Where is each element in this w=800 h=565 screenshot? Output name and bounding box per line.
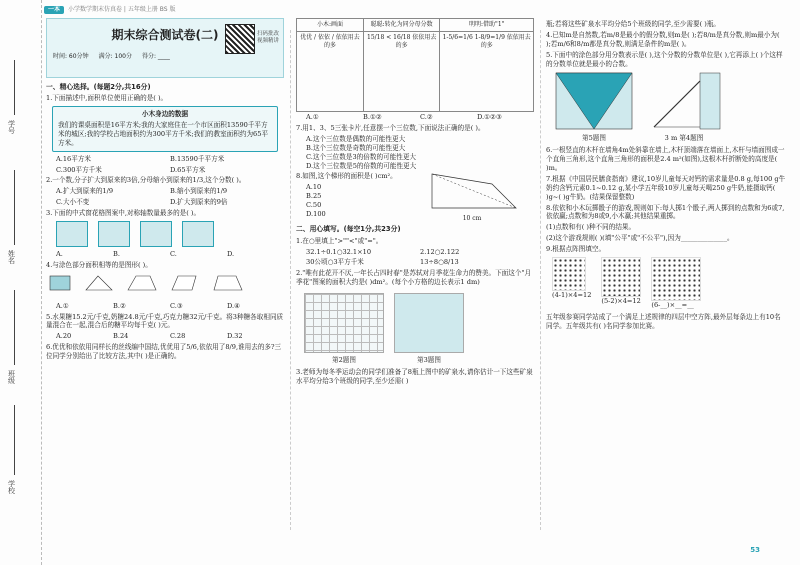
option[interactable]: C. (170, 249, 177, 258)
water-bottles-figure (394, 293, 464, 353)
shaded-shapes-figure (46, 272, 276, 298)
compare-items (306, 248, 534, 268)
question-4: 4.与涂色部分面积相等的是图形( )。 (46, 260, 152, 269)
full-score: 满分: 100分 (98, 53, 132, 61)
fig4-wrap (644, 71, 724, 143)
fill-question-3: 3.老师为每冬季运动会的同学们准备了8瓶上图中的矿泉水,请你估计一下这些矿泉水平均分给3个班级的同学,至少还需( ) (296, 367, 533, 385)
question-3: 3.下面的中式窗花格图案中,对称轴数量最多的是( )。 (46, 209, 201, 218)
dot-array-4 (552, 257, 586, 291)
binding-line (14, 405, 15, 475)
option[interactable]: D.100 (306, 210, 326, 218)
comparison-table (296, 18, 534, 112)
option[interactable]: A.这个三位数是偶数的可能性更大 (306, 134, 406, 143)
figures-4-5 (554, 71, 778, 143)
question-5: 5.水果糖15.2元/千克,奶糖24.8元/千克,巧克力糖32元/千克。将3种糖各取相同质量混合在一起,混合后的糖平均每千克( )元。 (46, 312, 284, 330)
fig-caption (644, 134, 724, 143)
table-cell: 1-5/6=1/6 1-8/9=1/9 依依用去的多 (440, 32, 534, 112)
fill-question-1: 1.在○里填上">""<"或"="。 (296, 236, 383, 245)
section-1-heading: 一、精心选择。(每题2分,共16分) (46, 83, 151, 91)
question-2-options (56, 187, 284, 207)
fill-question-4: 4.已知m是自然数,若m/8是最小的假分数,则m是( );若8/m是真分数,则m最小为( );若m/6和8/m都是真分数,则满足条件的m是( )。 (546, 30, 780, 48)
option[interactable]: A.① (306, 113, 319, 122)
binding-line (14, 170, 15, 245)
option[interactable]: C.② (420, 113, 433, 122)
table-header-cell: 聪聪:转化为同分母分数 (363, 19, 440, 32)
option[interactable]: D.32 (227, 332, 243, 341)
qr-note: 扫码批改 视频精讲 (257, 31, 280, 45)
question-7-options (306, 135, 534, 171)
data-box-text: 我们的课桌面积是16平方米;我的大家庭住在一个市区面积13590千平方米的城区;我的学校占地面积约为300平方千米;我们的教室面积约为65平方米。 (58, 120, 269, 147)
compare-item[interactable]: 2.12○2.122 (420, 247, 460, 256)
page-number: 53 (750, 545, 760, 554)
option[interactable]: B.缩小到原来的1/9 (170, 187, 228, 196)
binding-line (14, 290, 15, 365)
table-cell: 15/18 < 16/18 依依用去的多 (363, 32, 440, 112)
fill-question-8b: (2)这个游戏规则( )(填"公平"或"不公平"),因为______________。 (546, 234, 734, 243)
trapezoid-label: 10 cm (462, 215, 482, 223)
fill-question-3-cont: 瓶;若将这些矿泉水平均分给5个班级的同学,至少需要( )瓶。 (546, 20, 721, 28)
option[interactable]: C.③ (170, 301, 183, 310)
water-figure-wrap (394, 290, 464, 365)
option[interactable]: C.50 (306, 201, 322, 210)
question-6: 6.优优和依依用同样长的丝线编中国结,优优用了5/6,依依用了8/9,谁用去的多?三位同学分别给出了比较方法,其中( )是正确的。 (46, 343, 282, 361)
column-3 (546, 18, 786, 333)
label-class: 班级 (7, 370, 16, 384)
question-8-text-area (296, 170, 416, 220)
option[interactable]: C.大小不变 (56, 198, 90, 207)
exam-meta (53, 53, 277, 61)
dot-array-wrap (552, 257, 591, 310)
dot-caption: (6-__)×__=__ (651, 301, 694, 310)
question-8: 8.如图,这个梯形的面积是( )cm²。 (296, 172, 397, 181)
option[interactable]: C.这个三位数是3的倍数的可能性更大 (306, 152, 417, 161)
option[interactable]: D.扩大到原来的9倍 (170, 198, 228, 207)
trapezoid-figure (422, 170, 522, 212)
lattice-figure-a (56, 221, 88, 247)
question-5-options (56, 332, 284, 341)
option[interactable]: D.这个三位数是5的倍数的可能性更大 (306, 161, 417, 170)
option[interactable]: B.13590千平方米 (170, 154, 225, 163)
compare-item[interactable]: 32.1÷0.1○32.1×10 (306, 247, 372, 256)
label-school: 学校 (7, 480, 16, 494)
compare-item[interactable]: 13÷8○8/13 (420, 258, 459, 267)
fig-caption: 第3题图 (417, 356, 441, 365)
fig5-wrap (554, 71, 634, 143)
dot-caption: (5-2)×4=12 (601, 297, 641, 306)
binding-line (14, 60, 15, 115)
option[interactable]: A. (56, 249, 63, 258)
question-1-options (56, 155, 284, 175)
fill-question-9: 9.根据点阵图填空。 (546, 245, 606, 254)
question-8-block (296, 170, 534, 223)
label-name: 姓名 (7, 250, 16, 264)
dot-array-wrap (651, 257, 701, 310)
fig-caption: 第2题图 (332, 356, 356, 365)
option[interactable]: B.② (113, 301, 126, 310)
dot-arrays (552, 257, 780, 310)
title-box (46, 18, 284, 78)
rose-figure-wrap (304, 290, 384, 365)
option[interactable]: A.扩大到原来的1/9 (56, 187, 114, 196)
question-2: 2.一个数,分子扩大到原来的3倍,分母缩小到原来的1/3,这个分数( )。 (46, 176, 246, 185)
option[interactable]: A.① (56, 301, 69, 310)
header-bar (44, 3, 176, 17)
option[interactable]: D. (227, 249, 235, 258)
column-divider (540, 30, 541, 530)
compare-item[interactable]: 30公顷○3平方千米 (306, 258, 364, 267)
question-6-options (306, 113, 534, 122)
lattice-figure-d (182, 221, 214, 247)
rose-grid-figure (304, 293, 384, 353)
question-4-options (56, 302, 284, 311)
fill-question-6: 6.一根竖直的木杆在墙角4m处斜靠在墙上,木杆顶端落在墙面上,木杆与墙面围成一个直角三角形,这个直角三角形的面积是2.4 m²(如图),这根木杆折断处的高度是( )m。 (546, 146, 785, 173)
option[interactable]: A.20 (56, 332, 72, 341)
table-cell: 优优 / 依依 / 依依用去的多 (297, 32, 364, 112)
option[interactable]: A.16平方米 (56, 154, 92, 163)
binding-strip (0, 0, 42, 565)
fill-question-5: 5.下面中的涂色部分用分数表示是( ),这个分数的分数单位是( ),它再添上( )个这样的分数单位就是最小的合数。 (546, 50, 783, 68)
option[interactable]: D.65平方米 (170, 165, 206, 174)
table-header-cell: 明明:借助"1" (440, 19, 534, 32)
fill-question-9-b: 五年级参赛同学站成了一个满足上述规律的四层中空方阵,最外层每条边上有10名同学。五年级共有( )名同学参加比赛。 (546, 312, 781, 330)
option[interactable]: B.①② (363, 113, 382, 122)
dot-array-5 (601, 257, 641, 297)
section-2-heading: 二、用心填写。(每空1分,共23分) (296, 225, 401, 234)
fig-caption: 第5题图 (582, 134, 606, 143)
fill-question-8a: (1)点数和有( )种不同的结果。 (546, 223, 636, 232)
trapezoid-figure-wrap (422, 170, 522, 223)
option[interactable]: A.10 (306, 183, 322, 192)
option[interactable]: D.④ (227, 301, 241, 310)
question-7: 7.用1、3、5三张卡片,任意摆一个三位数,下面说法正确的是( )。 (296, 123, 485, 132)
fill-question-2: 2."唯有此花开不厌,一年长占四时春"是苏轼对月季花生命力的赞美。下面这个"月季花"图案的面积大约是( )dm²。(每个小方格的边长表示1 dm) (296, 269, 532, 287)
option[interactable]: C.300平方千米 (56, 165, 102, 174)
dot-caption: (4-1)×4=12 (552, 291, 592, 300)
figures-2-3 (304, 290, 526, 365)
question-1: 1.下面描述中,面积单位使用正确的是( )。 (46, 94, 168, 103)
fill-question-7: 7.根据《中国居民膳食指南》建议,10岁儿童每天对钙的需求量是0.8 g,每100 g牛奶约含钙元素0.1~0.12 g,某小学五年级10岁儿童每天喝250 g牛奶,能摄取钙( )g~( )g牛奶。(结果保留整数) (546, 174, 786, 201)
page-title: 期末综合测试卷(二) (111, 28, 219, 42)
column-1 (46, 18, 284, 363)
fig-caption-text: 第4题图 (679, 134, 704, 143)
table-header-cell: 小木:画面 (297, 19, 364, 32)
data-box-title: 小木身边的数据 (141, 110, 189, 119)
question-3-options (56, 250, 284, 259)
leaning-pole-figure (644, 71, 724, 131)
option[interactable]: D.①②③ (477, 113, 502, 122)
fill-question-8: 8.依依和小木玩掷骰子的游戏,规则如下:每人掷1个骰子,两人掷到的点数和为6或7,依依赢;点数和为8或9,小木赢;其他结果重掷。 (546, 203, 785, 221)
option[interactable]: B.24 (113, 332, 129, 341)
option[interactable]: B.这个三位数是奇数的可能性更大 (306, 143, 406, 152)
lattice-figure-c (140, 221, 172, 247)
fig-dim: 3 m (664, 134, 678, 143)
option[interactable]: B. (113, 249, 120, 258)
shaded-square-figure (554, 71, 634, 131)
dot-array-6 (651, 257, 701, 301)
column-2 (296, 18, 534, 388)
header-text: 小学数学期末仿真卷 | 五年级上册 BS 版 (68, 5, 176, 13)
time-limit: 时间: 60分钟 (53, 53, 89, 61)
column-divider (290, 30, 291, 530)
brand-tag: 一本 (44, 6, 64, 14)
qr-code-icon[interactable] (225, 24, 255, 54)
option[interactable]: B.25 (306, 192, 322, 201)
dot-array-wrap (601, 257, 641, 310)
lattice-figure-b (98, 221, 130, 247)
label-student-id: 学号 (7, 120, 16, 134)
data-box (52, 106, 278, 152)
lattice-figures (56, 221, 274, 247)
option[interactable]: C.28 (170, 332, 186, 341)
score-field[interactable]: 得分: ____ (141, 53, 170, 61)
